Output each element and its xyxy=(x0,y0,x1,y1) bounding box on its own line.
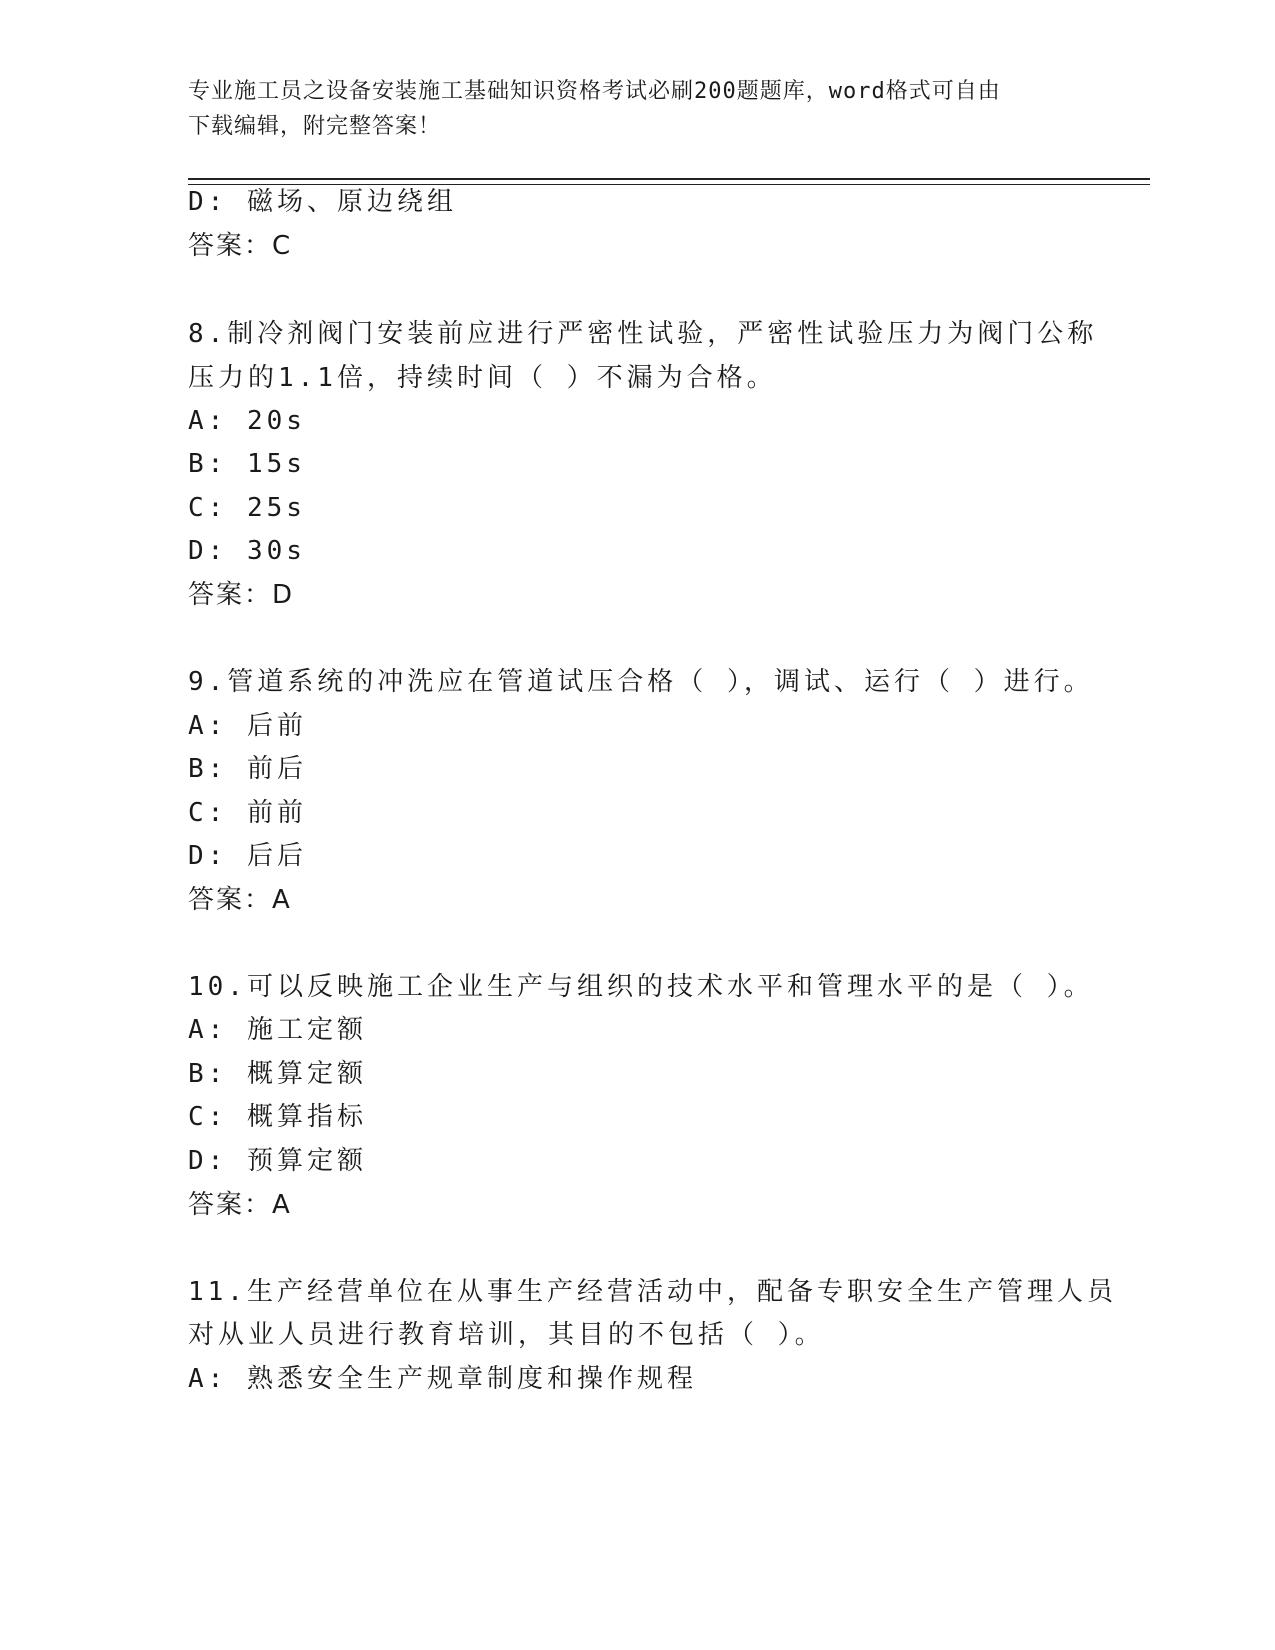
q9-answer: 答案：A xyxy=(188,885,292,915)
q9-stem-line-1: 9.管道系统的冲洗应在管道试压合格（ ），调试、运行（ ）进行。 xyxy=(188,667,1094,697)
q10-answer: 答案：A xyxy=(188,1190,292,1220)
q8-option-b: B: 15s xyxy=(188,449,306,479)
header-title-line-1: 专业施工员之设备安装施工基础知识资格考试必刷200题题库，word格式可自由 xyxy=(188,79,1001,104)
q9-option-c: C: 前前 xyxy=(188,798,307,828)
q9-option-b: B: 前后 xyxy=(188,754,307,784)
q10-option-a: A: 施工定额 xyxy=(188,1015,367,1045)
q10-option-d: D: 预算定额 xyxy=(188,1146,367,1176)
prev-option-d: D: 磁场、原边绕组 xyxy=(188,187,457,217)
header-divider-thick xyxy=(188,178,1150,180)
q11-stem-line-2: 对从业人员进行教育培训，其目的不包括（ ）。 xyxy=(188,1320,825,1350)
q8-option-d: D: 30s xyxy=(188,536,306,566)
q9-option-d: D: 后后 xyxy=(188,841,307,871)
prev-answer: 答案：C xyxy=(188,231,293,261)
q8-option-a: A: 20s xyxy=(188,406,306,436)
header-title-line-2: 下载编辑，附完整答案！ xyxy=(188,114,442,139)
q8-option-c: C: 25s xyxy=(188,493,306,523)
q11-option-a: A: 熟悉安全生产规章制度和操作规程 xyxy=(188,1364,697,1394)
header-divider-thin xyxy=(188,184,1150,185)
q10-option-c: C: 概算指标 xyxy=(188,1102,367,1132)
q8-answer: 答案：D xyxy=(188,580,295,610)
document-header xyxy=(188,74,1088,144)
q8-stem-line-2: 压力的1.1倍，持续时间（ ）不漏为合格。 xyxy=(188,363,777,393)
q11-stem-line-1: 11.生产经营单位在从事生产经营活动中，配备专职安全生产管理人员 xyxy=(188,1277,1117,1307)
q10-option-b: B: 概算定额 xyxy=(188,1059,367,1089)
q10-stem-line-1: 10.可以反映施工企业生产与组织的技术水平和管理水平的是（ ）。 xyxy=(188,972,1094,1002)
q9-option-a: A: 后前 xyxy=(188,711,307,741)
q8-stem-line-1: 8.制冷剂阀门安装前应进行严密性试验，严密性试验压力为阀门公称 xyxy=(188,319,1098,349)
